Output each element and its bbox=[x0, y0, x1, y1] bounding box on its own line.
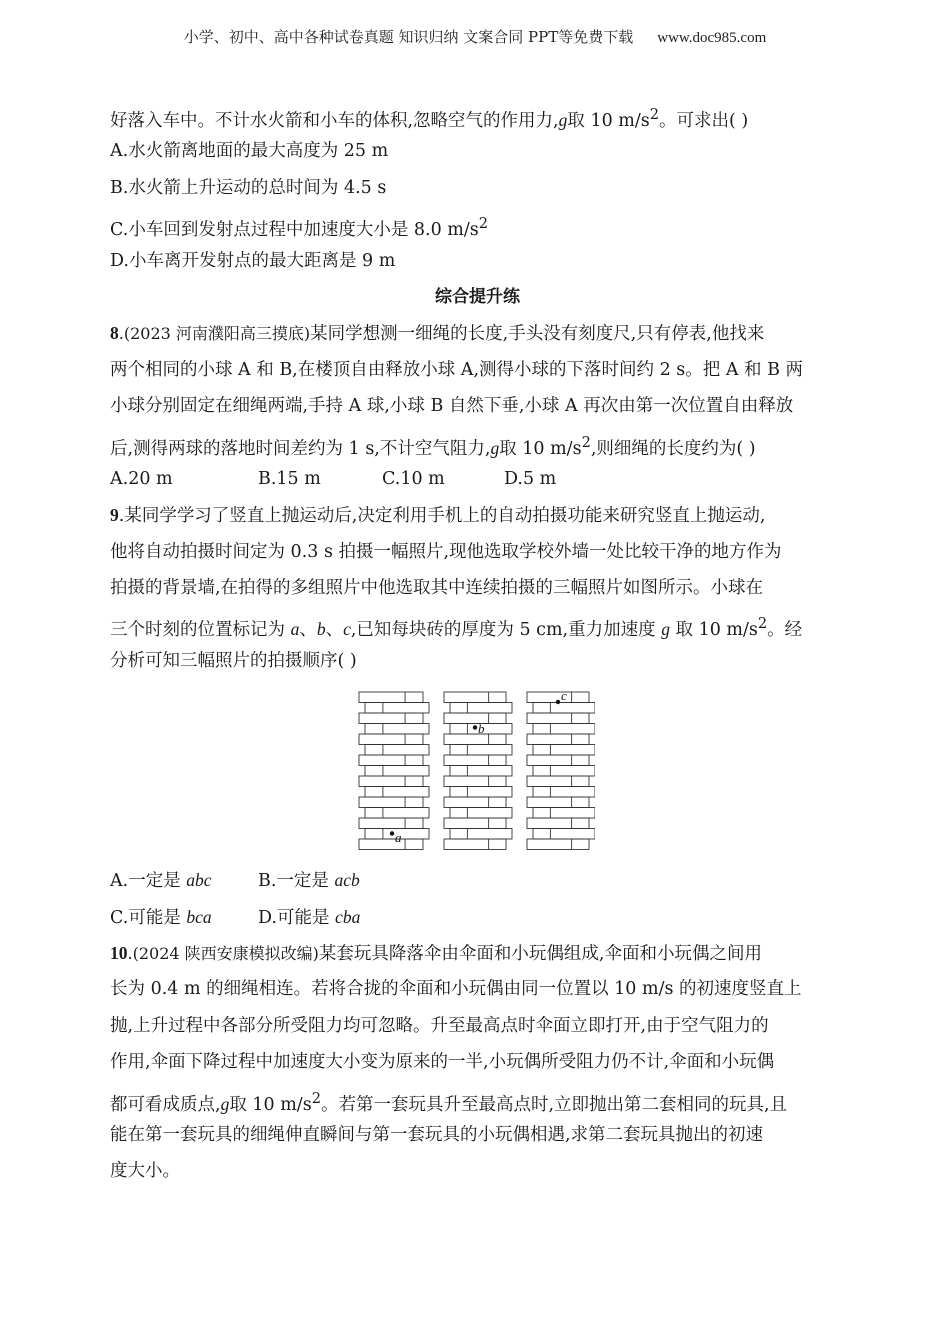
q7-option-b: B.水火箭上升运动的总时间为 4.5 s bbox=[110, 177, 387, 198]
q9-option-a: A.一定是 abc bbox=[110, 870, 212, 892]
q9-option-d: D.可能是 cba bbox=[258, 906, 361, 928]
q10-line5: 都可看成质点,g取 10 $m/s^2$。若第一套玩具升至最高点时,立即抛出第二套相同的玩具,且 bbox=[110, 1089, 788, 1115]
q9-line3: 拍摄的背景墙,在拍得的多组照片中他选取其中连续拍摄的三幅照片如图所示。小球在 bbox=[110, 578, 764, 599]
q9-line5: 分析可知三幅照片的拍摄顺序( ) bbox=[110, 650, 357, 671]
brick-wall-figure bbox=[355, 688, 595, 856]
ball-c bbox=[556, 700, 560, 704]
ball-label-b: b bbox=[478, 721, 485, 736]
q8-option-d: D.5 m bbox=[504, 468, 557, 489]
q8-option-a: A.20 m bbox=[110, 468, 173, 489]
q10-line3: 抛,上升过程中各部分所受阻力均可忽略。升至最高点时伞面立即打开,由于空气阻力的 bbox=[110, 1015, 769, 1036]
q9-number: 9 bbox=[110, 505, 119, 526]
q10-line7: 度大小。 bbox=[110, 1161, 180, 1182]
q10-line4: 作用,伞面下降过程中加速度大小变为原来的一半,小玩偶所受阻力仍不计,伞面和小玩偶 bbox=[110, 1052, 775, 1073]
q7-line1: 好落入车中。不计水火箭和小车的体积,忽略空气的作用力,g取 10 $m/s^2$。可求出( ) bbox=[110, 106, 749, 131]
q8-option-c: C.10 m bbox=[382, 468, 445, 489]
brick-wall-diagram bbox=[355, 688, 595, 856]
ball-b bbox=[473, 725, 477, 729]
q9-options-row2 bbox=[110, 899, 845, 935]
q8-line2: 两个相同的小球 A 和 B,在楼顶自由释放小球 A,测得小球的下落时间约 2 s。把 A 和 B 两 bbox=[110, 359, 803, 380]
q9-option-c: C.可能是 bca bbox=[110, 906, 212, 928]
q9-line2: 他将自动拍摄时间定为 0.3 s 拍摄一幅照片,现他选取学校外墙一处比较干净的地方作为 bbox=[110, 541, 782, 562]
q8-source: .(2023 河南濮阳高三摸底) bbox=[118, 324, 311, 344]
page-content bbox=[110, 97, 845, 1190]
q7-option-a: A.水火箭离地面的最大高度为 25 m bbox=[110, 141, 389, 162]
q10-line6: 能在第一套玩具的细绳伸直瞬间与第一套玩具的小玩偶相遇,求第二套玩具抛出的初速 bbox=[110, 1124, 764, 1145]
page-header bbox=[0, 26, 950, 47]
q8-number: 8 bbox=[110, 323, 119, 344]
section-title: 综合提升练 bbox=[435, 286, 520, 307]
q9-line4: 三个时刻的位置标记为 a、b、c,已知每块砖的厚度为 5 cm,重力加速度 g 取 10 $m/s^2$。经 bbox=[110, 615, 803, 641]
q10-line1: 10.(2024 陕西安康模拟改编)某套玩具降落伞由伞面和小玩偶组成,伞面和小玩偶之间用 bbox=[110, 943, 762, 965]
q7-option-c: C.小车回到发射点过程中加速度大小是 8.0 $m/s^2$ bbox=[110, 215, 489, 240]
q9-options-row1 bbox=[110, 862, 845, 898]
q8-line4: 后,测得两球的落地时间差约为 1 s,不计空气阻力,g取 10 $m/s^2$,则细绳的长度约为( ) bbox=[110, 433, 756, 459]
q8-option-b: B.15 m bbox=[258, 468, 321, 489]
ball-label-c: c bbox=[561, 688, 567, 703]
brick-column-3 bbox=[527, 692, 595, 850]
ball-a bbox=[390, 831, 394, 835]
header-url[interactable]: www.doc985.com bbox=[657, 30, 767, 46]
q8-options bbox=[110, 461, 845, 497]
q10-source: .(2024 陕西安康模拟改编) bbox=[127, 944, 319, 964]
ball-label-a: a bbox=[395, 830, 402, 845]
q10-line2: 长为 0.4 m 的细绳相连。若将合拢的伞面和小玩偶由同一位置以 10 m/s 的初速度竖直上 bbox=[110, 979, 802, 1000]
q7-option-d: D.小车离开发射点的最大距离是 9 m bbox=[110, 250, 396, 271]
q10-number: 10 bbox=[110, 943, 128, 964]
q9-line1: 9.某同学学习了竖直上抛运动后,决定利用手机上的自动拍摄功能来研究竖直上抛运动, bbox=[110, 505, 766, 527]
brick-column-2 bbox=[444, 692, 512, 850]
q8-line1: 8.(2023 河南濮阳高三摸底)某同学想测一细绳的长度,手头没有刻度尺,只有停表,他找来 bbox=[110, 323, 765, 345]
q8-line3: 小球分别固定在细绳两端,手持 A 球,小球 B 自然下垂,小球 A 再次由第一次位置自由释放 bbox=[110, 396, 794, 417]
header-text: 小学、初中、高中各种试卷真题 知识归纳 文案合同 PPT等免费下载 bbox=[183, 28, 634, 46]
brick-column-1 bbox=[359, 692, 429, 850]
q9-option-b: B.一定是 acb bbox=[258, 870, 360, 892]
